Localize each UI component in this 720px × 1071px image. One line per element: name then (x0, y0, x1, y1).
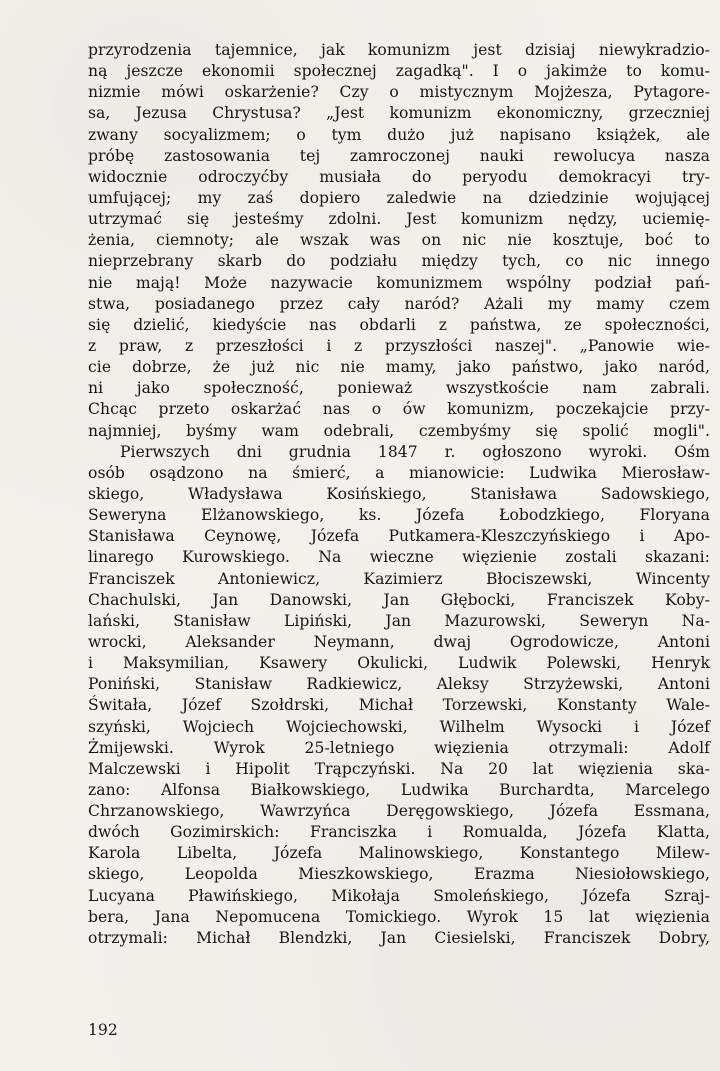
text-line: Seweryna Elżanowskiego, ks. Józefa Łobodzkiego, Floryana (88, 506, 710, 525)
text-line: nizmie mówi oskarżenie? Czy o mistycznym Mojżesza, Pytagore- (88, 83, 710, 102)
text-line: Chcąc przeto oskarżać nas o ów komunizm, poczekajcie przy- (88, 400, 710, 419)
text-line: skiego, Leopolda Mieszkowskiego, Erazma Niesiołowskiego, (88, 865, 710, 884)
text-line: najmniej, byśmy wam odebrali, czembyśmy się spolić mogli". (88, 421, 710, 440)
text-line: zano: Alfonsa Białkowskiego, Ludwika Burchardta, Marcelego (88, 780, 710, 799)
text-line: otrzymali: Michał Blendzki, Jan Ciesielski, Franciszek Dobry, (88, 928, 710, 947)
text-line: osób osądzono na śmierć, a mianowicie: Ludwika Mierosław- (88, 463, 710, 482)
text-line: szyński, Wojciech Wojciechowski, Wilhelm Wysocki i Józef (88, 717, 710, 736)
text-line: zwany socyalizmem; o tym dużo już napisano książek, ale (88, 125, 710, 144)
text-line: ni jako społeczność, ponieważ wszystkoście nam zabrali. (88, 379, 710, 398)
text-line: z praw, z przeszłości i z przyszłości naszej". „Panowie wie- (88, 336, 710, 355)
text-line: Pierwszych dni grudnia 1847 r. ogłoszono wyroki. Ośm (120, 442, 710, 461)
text-line: linarego Kurowskiego. Na wieczne więzienie zostali skazani: (88, 548, 710, 567)
text-line: nie mają! Może nazywacie komunizmem wspólny podział pań- (88, 273, 710, 292)
text-line: nieprzebrany skarb do podziału między tych, co nic innego (88, 252, 710, 271)
text-line: Malczewski i Hipolit Trąpczyński. Na 20 lat więzienia ska- (88, 759, 710, 778)
text-line: sa, Jezusa Chrystusa? „Jest komunizm ekonomiczny, grzeczniej (88, 104, 710, 123)
page-number: 192 (88, 1021, 118, 1039)
text-line: przyrodzenia tajemnice, jak komunizm jest dzisiaj niewykradzio- (88, 41, 710, 59)
text-line: Świtała, Józef Szołdrski, Michał Torzewski, Konstanty Wale- (88, 696, 710, 715)
text-line: wrocki, Aleksander Neymann, dwaj Ogrodowicze, Antoni (88, 632, 710, 651)
text-line: dwóch Gozimirskich: Franciszka i Romualda, Józefa Klatta, (88, 823, 710, 842)
text-line: umfującej; my zaś dopiero zaledwie na dziedzinie wojującej (88, 188, 710, 207)
text-line: utrzymać się jesteśmy zdolni. Jest komunizm nędzy, uciemię- (88, 210, 710, 229)
text-line: Franciszek Antoniewicz, Kazimierz Błociszewski, Wincenty (88, 569, 710, 588)
text-line: Chachulski, Jan Danowski, Jan Głębocki, Franciszek Koby- (88, 590, 710, 609)
text-line: Chrzanowskiego, Wawrzyńca Deręgowskiego, Józefa Essmana, (88, 802, 710, 821)
body-text (88, 40, 710, 949)
text-line: żenia, ciemnoty; ale wszak was on nic nie kosztuje, boć to (88, 231, 710, 250)
text-line: lański, Stanisław Lipiński, Jan Mazurowski, Seweryn Na- (88, 611, 710, 630)
text-line: ną jeszcze ekonomii społecznej zagadką". I o jakimże to komu- (88, 62, 710, 81)
text-line: się dzielić, kiedyście nas obdarli z państwa, ze społeczności, (88, 315, 710, 334)
text-line: Poniński, Stanisław Radkiewicz, Aleksy Strzyżewski, Antoni (88, 675, 710, 694)
text-line: próbę zastosowania tej zamroczonej nauki rewolucya nasza (88, 146, 710, 165)
text-line: Lucyana Pławińskiego, Mikołaja Smoleńskiego, Józefa Szraj- (88, 886, 710, 905)
text-line: cie dobrze, że już nic nie mamy, jako państwo, jako naród, (88, 358, 710, 377)
text-line: Żmijewski. Wyrok 25-letniego więzienia otrzymali: Adolf (88, 738, 710, 757)
text-line: stwa, posiadanego przez cały naród? Ażali my mamy czem (88, 294, 710, 313)
text-line: i Maksymilian, Ksawery Okulicki, Ludwik Polewski, Henryk (88, 654, 710, 673)
text-line: skiego, Władysława Kosińskiego, Stanisława Sadowskiego, (88, 484, 710, 503)
text-line: Karola Libelta, Józefa Malinowskiego, Konstantego Milew- (88, 844, 710, 863)
text-line: bera, Jana Nepomucena Tomickiego. Wyrok 15 lat więzienia (88, 907, 710, 926)
text-line: widocznie odroczyćby musiała do peryodu demokracyi try- (88, 167, 710, 186)
text-line: Stanisława Ceynowę, Józefa Putkamera-Kleszczyńskiego i Apo- (88, 527, 710, 546)
